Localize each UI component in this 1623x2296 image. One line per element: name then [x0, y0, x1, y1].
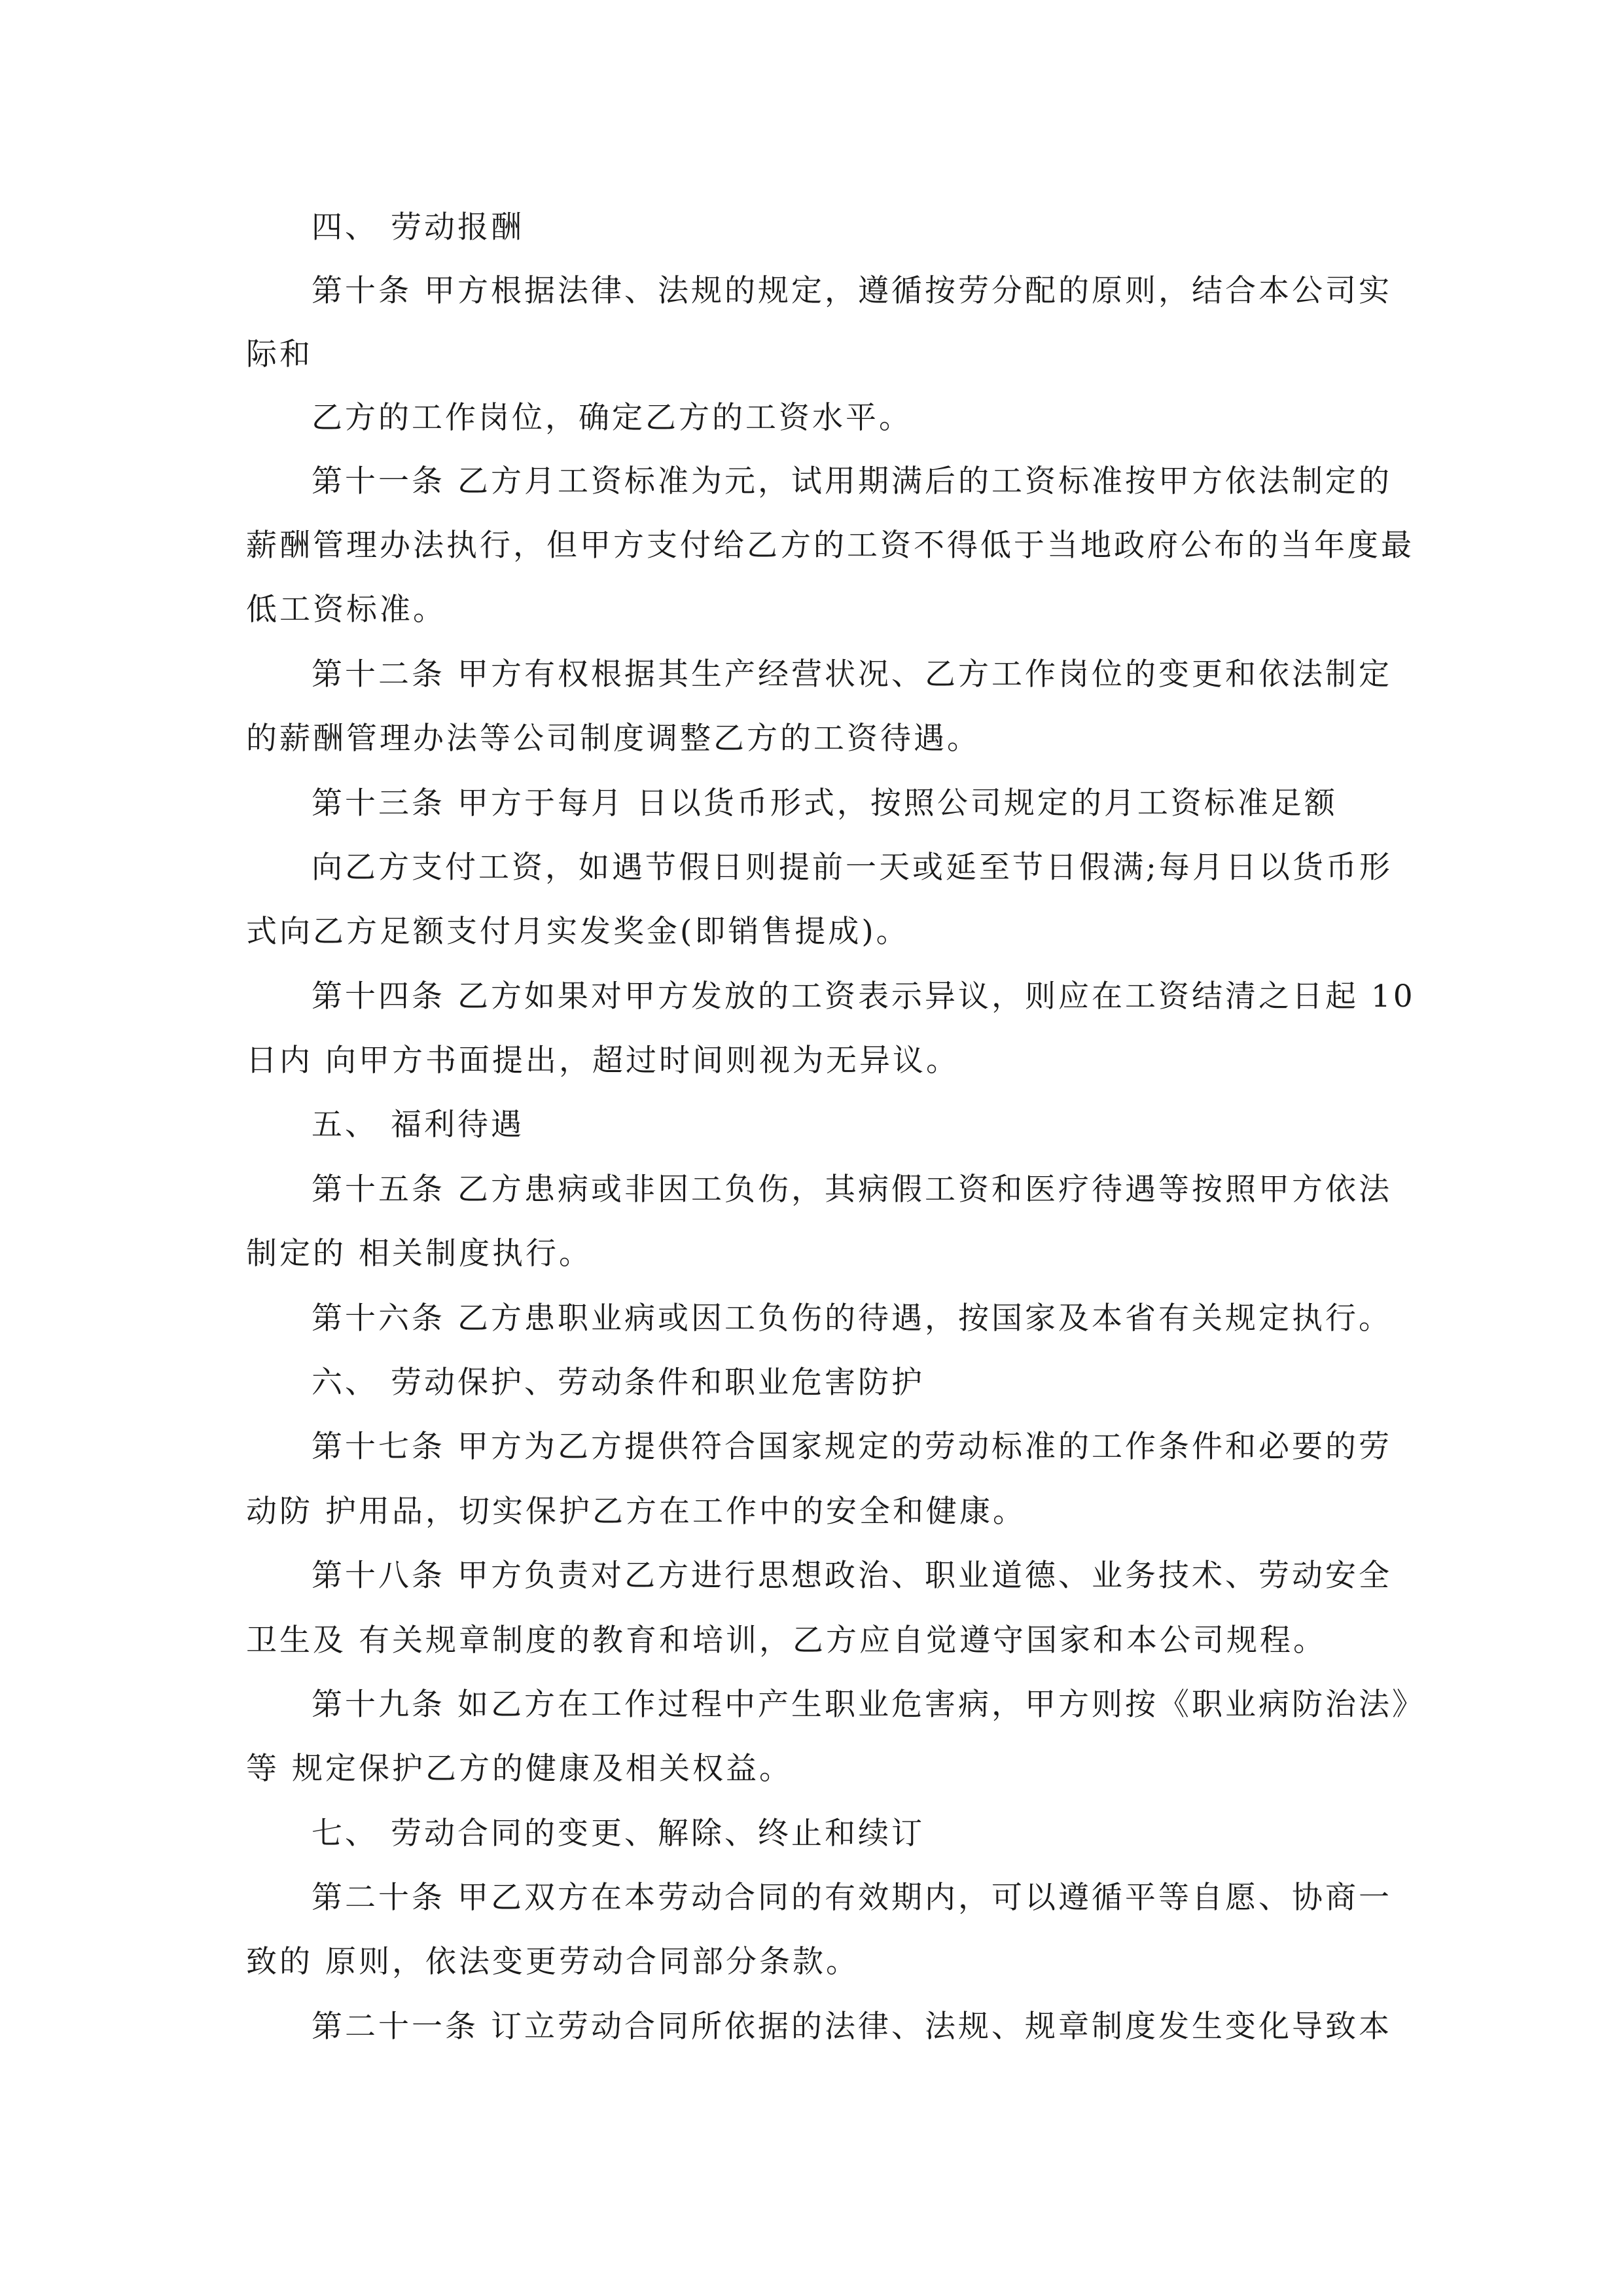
section-heading-5: 五、 福利待遇	[312, 1107, 524, 1143]
article-17-line-1: 第十七条 甲方为乙方提供符合国家规定的劳动标准的工作条件和必要的劳	[312, 1429, 1392, 1465]
article-19-line-1: 第十九条 如乙方在工作过程中产生职业危害病，甲方则按《职业病防治法》	[312, 1687, 1425, 1723]
article-15-line-2: 制定的 相关制度执行。	[246, 1236, 592, 1272]
article-11-line-1: 第十一条 乙方月工资标准为元，试用期满后的工资标准按甲方依法制定的	[312, 463, 1392, 499]
article-16-line-1: 第十六条 乙方患职业病或因工负伤的待遇，按国家及本省有关规定执行。	[312, 1300, 1392, 1336]
article-19-line-2: 等 规定保护乙方的健康及相关权益。	[246, 1751, 793, 1787]
article-13-line-1: 第十三条 甲方于每月 日以货币形式，按照公司规定的月工资标准足额	[312, 785, 1338, 821]
article-10-line-1: 第十条 甲方根据法律、法规的规定，遵循按劳分配的原则，结合本公司实	[312, 273, 1392, 309]
article-18-line-1: 第十八条 甲方负责对乙方进行思想政治、职业道德、业务技术、劳动安全	[312, 1558, 1392, 1594]
article-14-line-1: 第十四条 乙方如果对甲方发放的工资表示异议，则应在工资结清之日起 10	[312, 978, 1416, 1014]
article-14-line-2: 日内 向甲方书面提出，超过时间则视为无异议。	[246, 1043, 959, 1079]
article-11-line-3: 低工资标准。	[246, 592, 446, 628]
article-12-line-2: 的薪酬管理办法等公司制度调整乙方的工资待遇。	[246, 721, 980, 757]
article-21-line-1: 第二十一条 订立劳动合同所依据的法律、法规、规章制度发生变化导致本	[312, 2009, 1392, 2045]
section-heading-7: 七、 劳动合同的变更、解除、终止和续订	[312, 1816, 925, 1852]
article-17-line-2: 动防 护用品，切实保护乙方在工作中的安全和健康。	[246, 1494, 1026, 1530]
section-heading-4: 四、 劳动报酬	[312, 209, 524, 245]
article-12-line-1: 第十二条 甲方有权根据其生产经营状况、乙方工作岗位的变更和依法制定	[312, 656, 1392, 692]
article-10-line-2: 际和	[246, 336, 313, 372]
article-11-line-2: 薪酬管理办法执行，但甲方支付给乙方的工资不得低于当地政府公布的当年度最	[246, 528, 1414, 564]
section-heading-6: 六、 劳动保护、劳动条件和职业危害防护	[312, 1365, 925, 1401]
article-20-line-1: 第二十条 甲乙双方在本劳动合同的有效期内，可以遵循平等自愿、协商一	[312, 1880, 1392, 1916]
article-13-line-2: 向乙方支付工资，如遇节假日则提前一天或延至节日假满;每月日以货币形	[312, 850, 1393, 886]
article-13-line-3: 式向乙方足额支付月实发奖金(即销售提成)。	[246, 914, 910, 950]
article-18-line-2: 卫生及 有关规章制度的教育和培训，乙方应自觉遵守国家和本公司规程。	[246, 1623, 1327, 1659]
article-20-line-2: 致的 原则，依法变更劳动合同部分条款。	[246, 1944, 859, 1980]
article-10-line-3: 乙方的工作岗位，确定乙方的工资水平。	[312, 400, 912, 436]
article-15-line-1: 第十五条 乙方患病或非因工负伤，其病假工资和医疗待遇等按照甲方依法	[312, 1172, 1392, 1208]
